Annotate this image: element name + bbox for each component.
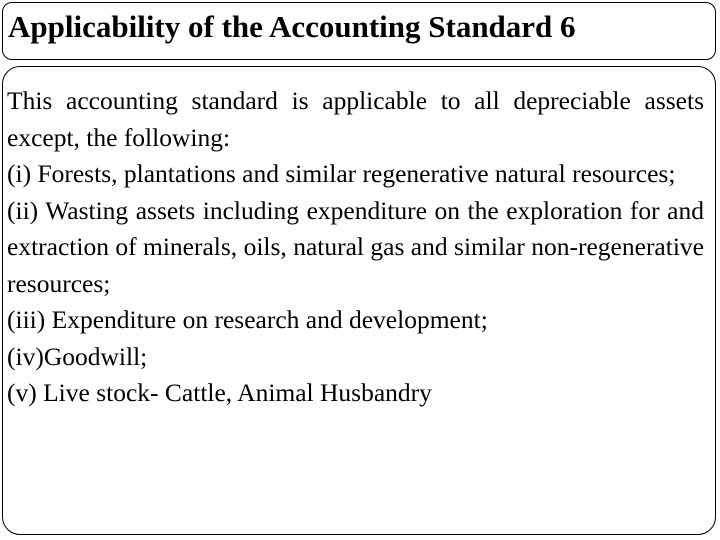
content-text: [7, 83, 704, 412]
list-item-wasting-assets: (ii) Wasting assets including expenditure on the exploration for and extraction of minerals, oils, natural gas and similar non-regenerative resources;: [7, 195, 704, 298]
list-item-research: (iii) Expenditure on research and development;: [7, 305, 488, 334]
list-item-livestock: (v) Live stock- Cattle, Animal Husbandry: [7, 378, 432, 407]
list-item-goodwill: (iv)Goodwill;: [7, 341, 148, 371]
list-item-forests: (i) Forests, plantations and similar regenerative natural resources;: [7, 159, 676, 188]
intro-paragraph: This accounting standard is applicable to all depreciable assets except, the following:: [7, 86, 704, 152]
slide-title: Applicability of the Accounting Standard 6: [8, 9, 576, 44]
